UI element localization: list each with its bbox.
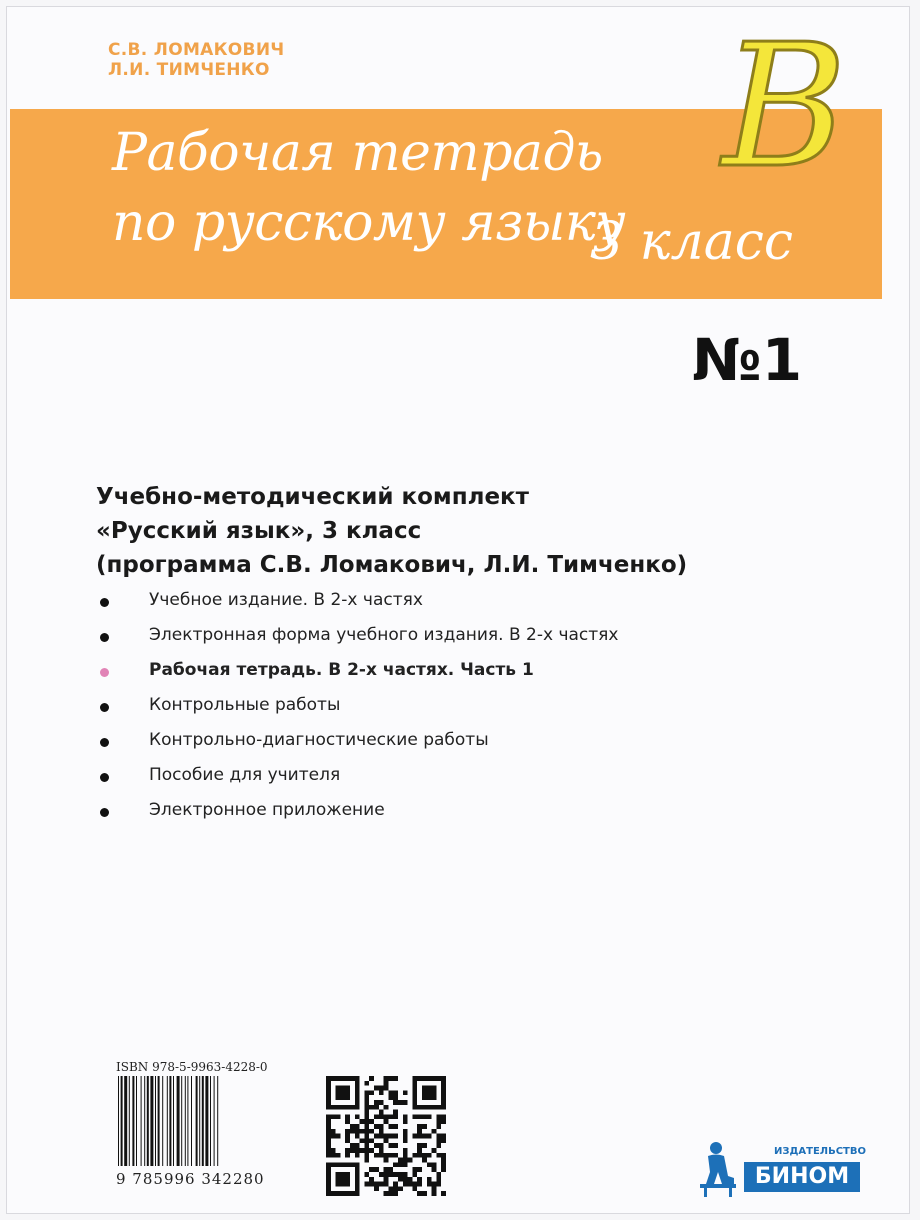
qr-code [326, 1076, 446, 1196]
book-title [112, 118, 625, 258]
barcode-number: 9 785996 342280 [116, 1170, 265, 1188]
kit-heading [96, 480, 687, 582]
bullet-icon [100, 598, 109, 607]
part-number: №1 [692, 326, 803, 394]
bullet-icon [100, 773, 109, 782]
bullet-icon [100, 668, 109, 677]
bullet-icon [100, 633, 109, 642]
title-line-1: Рабочая тетрадь [112, 123, 603, 183]
bullet-icon [100, 808, 109, 817]
publisher-prefix: ИЗДАТЕЛЬСТВО [774, 1146, 866, 1157]
publisher-logo [694, 1138, 864, 1198]
publisher-name: БИНОМ [744, 1162, 860, 1192]
author-2: Л.И. ТИМЧЕНКО [108, 60, 270, 80]
kit-heading-line-1: Учебно-методический комплект [96, 484, 530, 510]
author-1: С.В. ЛОМАКОВИЧ [108, 40, 285, 60]
bullet-icon [100, 738, 109, 747]
grade-label: 3 класс [590, 212, 794, 272]
bullet-icon [100, 703, 109, 712]
isbn: ISBN 978-5-9963-4228-0 [116, 1060, 268, 1074]
corner-letter: В [722, 8, 847, 206]
title-line-2: по русскому языку [112, 193, 626, 253]
kit-heading-line-3: (программа С.В. Ломакович, Л.И. Тимченко) [96, 552, 688, 578]
authors [108, 40, 284, 80]
kit-heading-line-2: «Русский язык», 3 класс [96, 518, 422, 544]
barcode [116, 1076, 286, 1166]
reader-figure-icon [694, 1138, 742, 1198]
